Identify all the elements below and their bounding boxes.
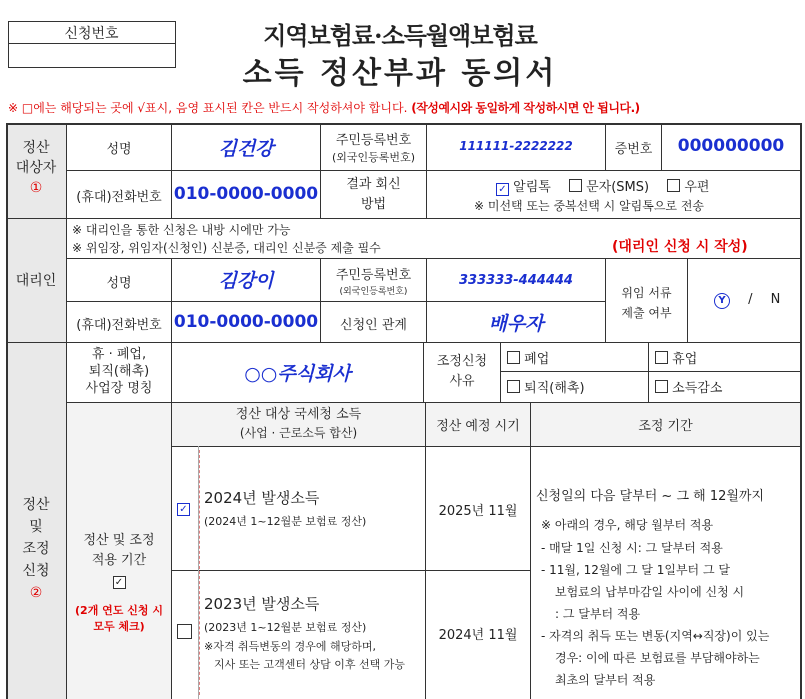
s1-cert-value[interactable]: 000000000 [677, 136, 785, 156]
reason-retirement [507, 377, 585, 396]
s2-doc-choice [714, 292, 780, 309]
reason-retirement-checkbox[interactable] [507, 380, 520, 393]
s2-doc-label [606, 283, 687, 323]
s2-note-bottom [67, 258, 802, 259]
adjust-note4: 보험료의 납부마감일 사이에 신청 시 [555, 585, 745, 599]
s2-phone-value[interactable]: 010-0000-0000 [173, 312, 319, 332]
adjust-note2: - 매달 1일 신청 시: 그 달부터 적용 [541, 541, 723, 555]
col-income-line2: (사업 · 근로소득 합산) [239, 426, 358, 440]
s2-rrn-label: 주민등록번호 [335, 268, 412, 283]
s3-biz-label-line3: 사업장 명칭 [85, 381, 153, 396]
reply-mail-label: 우편 [684, 180, 710, 195]
row2024-title: 2024년 발생소득 [204, 489, 320, 507]
s1-reply-label-line1: 결과 회신 [346, 177, 401, 192]
s2-rrn-sub: (외국인등록번호) [339, 287, 408, 297]
reason-income-drop-label: 소득감소 [672, 381, 723, 396]
s3-row-2024-bottom [171, 570, 530, 571]
row2023-note2: 지사 또는 고객센터 상담 이후 선택 가능 [214, 658, 405, 671]
s1-cert-label: 증번호 [614, 142, 653, 157]
table-left-border [6, 123, 8, 699]
s3-period-label [67, 531, 171, 591]
reason-retirement-label: 퇴직(해촉) [524, 381, 585, 396]
s3-v6 [648, 342, 649, 402]
application-number-label: 신청번호 [64, 26, 119, 42]
s3-top-row-bottom [67, 402, 802, 403]
s3-period-red-line2: 모두 체크) [93, 620, 145, 633]
s3-period-red-line1: (2개 연도 신청 시 [75, 604, 163, 617]
reason-closure-checkbox[interactable] [507, 351, 520, 364]
s2-note1: ※ 대리인을 통한 신청은 내방 시에만 가능 [72, 223, 291, 237]
s3-biz-value[interactable]: ○○주식회사 [244, 363, 351, 385]
adjust-note8: 최초의 달부터 적용 [555, 673, 656, 687]
s2-v5 [687, 258, 688, 342]
s3-biz-label-line2: 퇴직(해촉) [88, 364, 150, 379]
s3-period-label-line1: 정산 및 조정 [83, 533, 155, 548]
s2-name-label: 성명 [106, 276, 132, 291]
s1-reply-label [321, 175, 426, 215]
s3-v5 [530, 402, 531, 699]
col-income-line1: 정산 대상 국세청 소득 [235, 407, 362, 422]
adjust-main: 신청일의 다음 달부터 ~ 그 해 12월까지 [536, 489, 765, 504]
s1-mid [67, 170, 802, 171]
s1-reply-note: ※ 미선택 또는 중복선택 시 알림톡으로 전송 [474, 199, 705, 213]
s3-period-check-icon: ✓ [67, 571, 171, 591]
reason-closure [507, 348, 549, 367]
s3-biz-label-line1: 휴 · 폐업, [91, 347, 147, 362]
s1-rrn-label: 주민등록번호 [335, 133, 412, 148]
reply-kakao-checkbox[interactable]: ✓ [496, 183, 509, 196]
reason-suspension-label: 휴업 [672, 352, 698, 367]
s3-reason-mid [500, 371, 802, 372]
reply-sms-checkbox[interactable] [569, 179, 582, 192]
row2023-checkbox[interactable] [177, 624, 192, 639]
s3-period-red [67, 603, 171, 635]
row2023-title: 2023년 발생소득 [204, 595, 320, 613]
section1-label [6, 138, 66, 198]
s1-phone-value[interactable]: 010-0000-0000 [173, 184, 319, 204]
reason-suspension [655, 348, 697, 367]
s2-name-value[interactable]: 김강이 [218, 270, 274, 292]
reply-mail-checkbox[interactable] [667, 179, 680, 192]
s3-v1 [171, 342, 172, 699]
row2024-checkbox-wrap [177, 500, 190, 516]
title-line2: 소득 정산부과 동의서 [242, 56, 558, 91]
section2-label: 대리인 [15, 273, 57, 289]
s3-reason-label [424, 352, 500, 392]
s3-reason-label-line1: 조정신청 [436, 354, 488, 369]
section1-number: ① [29, 180, 43, 196]
title-line1: 지역보험료·소득월액보험료 [263, 21, 537, 50]
reason-closure-label: 폐업 [524, 352, 550, 367]
row2024-checkbox[interactable]: ✓ [177, 503, 190, 516]
reason-income-drop-checkbox[interactable] [655, 380, 668, 393]
col-adjust-header: 조정 기간 [638, 419, 693, 434]
table-right-border [800, 123, 802, 699]
section3-label-line4: 신청 [22, 563, 50, 579]
s2-note2: ※ 위임장, 위임자(신청인) 신분증, 대리인 신분증 제출 필수 [72, 241, 381, 255]
notice-black: ※ □에는 해당되는 곳에 √표시, 음영 표시된 칸은 반드시 작성하셔야 합니다. [8, 101, 408, 115]
s3-reason-label-line2: 사유 [449, 374, 475, 389]
reply-sms-label: 문자(SMS) [586, 180, 650, 195]
section3-number: ② [29, 585, 43, 601]
s1-phone-label: (휴대)전화번호 [76, 190, 162, 205]
s3-v3 [500, 342, 501, 402]
reply-kakao-label: 알림톡 [513, 180, 551, 195]
doc-yes-option[interactable]: Y [714, 293, 730, 309]
s2-doc-label-line2: 제출 여부 [621, 306, 672, 320]
s3-v4 [425, 402, 426, 699]
notice-red: (작성예시와 동일하게 작성하시면 안 됩니다.) [411, 101, 640, 115]
s2-note-red: (대리인 신청 시 작성) [612, 239, 748, 255]
section1-label-line2: 대상자 [15, 160, 57, 176]
section3-label [6, 494, 66, 604]
adjust-note1: ※ 아래의 경우, 해당 월부터 적용 [541, 518, 714, 532]
s1-name-value[interactable]: 김건강 [218, 138, 274, 160]
application-number-input[interactable] [9, 44, 174, 66]
row2023-time: 2024년 11월 [438, 628, 518, 643]
row2024-sub: (2024년 1~12월분 보험료 정산) [204, 515, 367, 528]
adjust-note7: 경우: 이에 따른 보험료를 부담해야하는 [555, 651, 760, 665]
adjust-note6: - 자격의 취득 또는 변동(지역↔직장)이 있는 [541, 629, 770, 643]
row2023-checkbox-wrap [177, 624, 192, 642]
s2-doc-label-line1: 위임 서류 [621, 286, 672, 300]
table-top-border [6, 123, 802, 125]
s1-reply-label-line2: 방법 [360, 197, 387, 212]
s2-rrn-value[interactable]: 333333-444444 [459, 273, 573, 288]
s1-rrn-sub: (외국인등록번호) [332, 151, 415, 164]
reason-suspension-checkbox[interactable] [655, 351, 668, 364]
doc-separator: / [748, 292, 753, 307]
notice-text [8, 99, 640, 116]
s3-period-label-line2: 적용 기간 [91, 553, 147, 568]
s3-col-header-bottom [171, 446, 802, 447]
row2024-time: 2025년 11월 [438, 504, 518, 519]
s2-relation-label: 신청인 관계 [340, 318, 407, 333]
section1-label-line1: 정산 [22, 140, 50, 156]
s2-mid [67, 301, 605, 302]
section3-label-line2: 및 [29, 519, 43, 535]
section3-label-line1: 정산 [22, 497, 50, 513]
s3-biz-label [67, 346, 171, 397]
adjust-note3: - 11월, 12월에 그 달 1일부터 그 달 [541, 563, 730, 577]
s1-reply-options [496, 176, 710, 196]
row2023-sub: (2023년 1~12월분 보험료 정산) [204, 621, 367, 634]
section3-label-line3: 조정 [22, 541, 50, 557]
reason-income-drop [655, 377, 722, 396]
doc-no-option[interactable]: N [770, 292, 781, 307]
row2023-note1: ※자격 취득변동의 경우에 해당하며, [204, 640, 376, 653]
s1-name-label: 성명 [106, 142, 132, 157]
s2-relation-value[interactable]: 배우자 [488, 313, 544, 335]
col-time-header: 정산 예정 시기 [436, 419, 520, 434]
s2-phone-label: (휴대)전화번호 [76, 318, 162, 333]
s1-bottom [6, 218, 802, 219]
s1-rrn-value[interactable]: 111111-2222222 [459, 139, 573, 153]
adjust-note5: : 그 달부터 적용 [555, 607, 641, 621]
s3-dash-left [199, 450, 200, 695]
s2-bottom [6, 342, 802, 343]
col-income-header [172, 406, 425, 442]
